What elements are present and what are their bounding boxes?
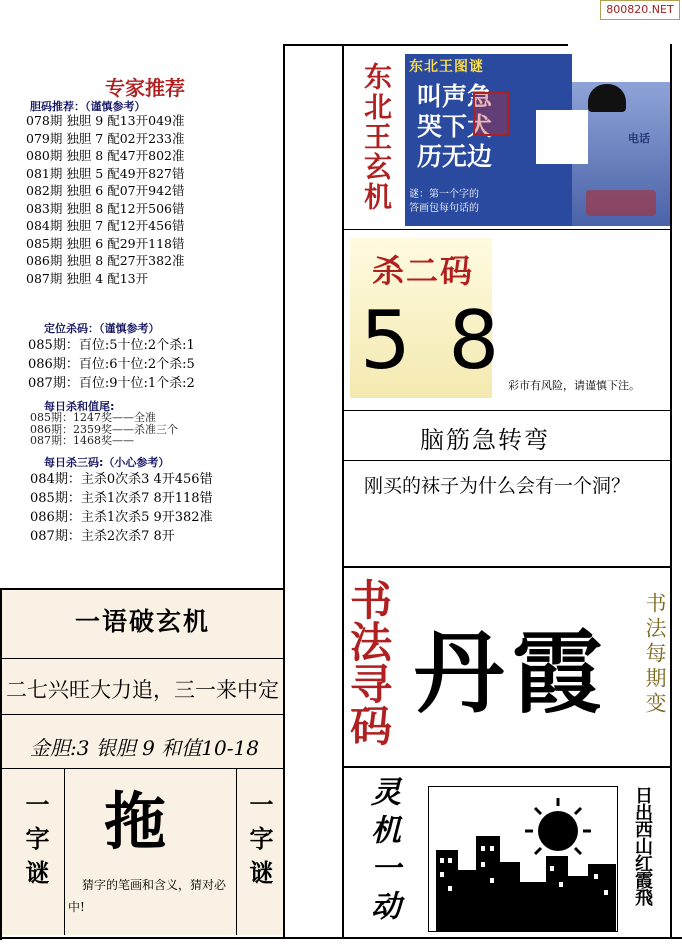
frame-right-edge: [670, 44, 672, 939]
poster-title: 东北王图谜: [409, 59, 484, 75]
list-item: 086期：主杀1次杀5 9开382准: [30, 510, 213, 525]
list-item: 087期 独胆 4 配13开: [26, 270, 149, 286]
kill-digits: 5 8: [360, 294, 506, 387]
sun-icon: [538, 811, 578, 851]
list-item: 081期 独胆 5 配49开827错: [26, 165, 185, 181]
sunset-text: 日出西山红霞飛: [632, 786, 653, 905]
expert-title: 专家推荐: [105, 76, 185, 100]
divider: [342, 410, 672, 411]
yiyu-text: 二七兴旺大力追，三一来中定: [6, 678, 279, 702]
frame-inner-vertical: [342, 44, 344, 939]
tail-list: [30, 412, 178, 447]
divider: [342, 566, 672, 568]
frame-bottom: [0, 937, 682, 939]
gall-header: 胆码推荐：（谨慎参考）: [30, 100, 146, 113]
red-banner-icon: [586, 190, 656, 216]
poster-tag: 电话: [628, 132, 650, 145]
figure-silhouette-icon: [588, 84, 626, 112]
list-item: 086期 独胆 8 配27开382准: [26, 253, 185, 268]
frame-divider-vertical: [283, 44, 285, 939]
pos-header: 定位杀码：（谨慎参考）: [44, 322, 160, 335]
brain-question: 刚买的袜子为什么会有一个洞？: [364, 475, 631, 497]
poster-line: 哭下犬: [417, 112, 493, 141]
risk-note: 彩市有风险，请谨慎下注。: [508, 379, 640, 392]
calli-chars: 丹霞: [414, 620, 610, 726]
yizimi-left: 一字谜: [21, 792, 50, 894]
poster-sub: [409, 188, 479, 216]
white-mask: [536, 110, 588, 164]
seal-stamp-icon: [473, 92, 509, 136]
poster-sub-line: 谜：第一个字的: [409, 189, 479, 200]
list-item: 086期：2359奖——杀准三个: [30, 422, 178, 436]
list-item: 085期：1247奖——全准: [30, 411, 156, 424]
list-item: 082期 独胆 6 配07开942错: [26, 183, 185, 198]
list-item: 084期：主杀0次杀3 4开456错: [30, 472, 213, 487]
dbw-label: 东北王玄机: [360, 62, 393, 212]
list-item: 083期 独胆 8 配12开506错: [26, 200, 185, 216]
lingji-label: 灵机一动: [365, 776, 400, 928]
yiyu-title: 一语破玄机: [74, 607, 210, 636]
calli-label: 书法寻码: [344, 578, 393, 746]
list-item: 087期：百位:9十位:1个杀:2: [28, 376, 195, 391]
brain-title: 脑筋急转弯: [420, 426, 550, 454]
list-item: 084期 独胆 7 配12开456错: [26, 218, 185, 233]
pos-list: [28, 336, 195, 393]
poster-line: 叫声急: [417, 82, 493, 111]
riddle-char: 拖: [104, 785, 167, 858]
list-item: 085期：主杀1次杀7 8开118错: [30, 491, 213, 506]
list-item: 079期 独胆 7 配02开233准: [26, 130, 185, 146]
poster-line: 历无边: [417, 142, 493, 171]
divider: [342, 229, 672, 230]
divider: [64, 768, 65, 935]
three-list: [30, 470, 213, 546]
divider: [236, 768, 237, 935]
gall-list: [26, 112, 185, 287]
yizimi-right: 一字谜: [245, 792, 274, 894]
list-item: 087期：1468奖——: [30, 434, 134, 447]
list-item: 085期 独胆 6 配29开118错: [26, 235, 185, 251]
divider: [2, 768, 283, 769]
three-header: 每日杀三码:（小心参考）: [44, 456, 170, 469]
list-item: 086期：百位:6十位:2个杀:5: [28, 357, 195, 372]
riddle-note: 猜字的笔画和含义，猜对必中!: [68, 878, 227, 914]
list-item: 078期 独胆 9 配13开049准: [26, 113, 185, 128]
list-item: 085期：百位:5十位:2个杀:1: [28, 338, 195, 353]
divider: [342, 766, 672, 768]
kill-label: 杀二码: [372, 252, 475, 290]
poster-sub-line: 答画包每句话的: [409, 203, 479, 214]
divider: [2, 658, 283, 659]
tail-header: 每日杀和值尾:: [44, 400, 115, 413]
list-item: 080期 独胆 8 配47开802准: [26, 148, 185, 163]
list-item: 087期：主杀2次杀7 8开: [30, 529, 175, 544]
frame-top-line: [283, 44, 568, 46]
watermark: 800820.NET: [600, 0, 680, 20]
divider: [342, 460, 672, 461]
calli-side: 书法每期变: [643, 592, 667, 717]
divider: [2, 714, 283, 715]
sunset-city-image: [428, 786, 618, 932]
jindan-text: 金胆:3 银胆 9 和值10-18: [30, 736, 259, 760]
